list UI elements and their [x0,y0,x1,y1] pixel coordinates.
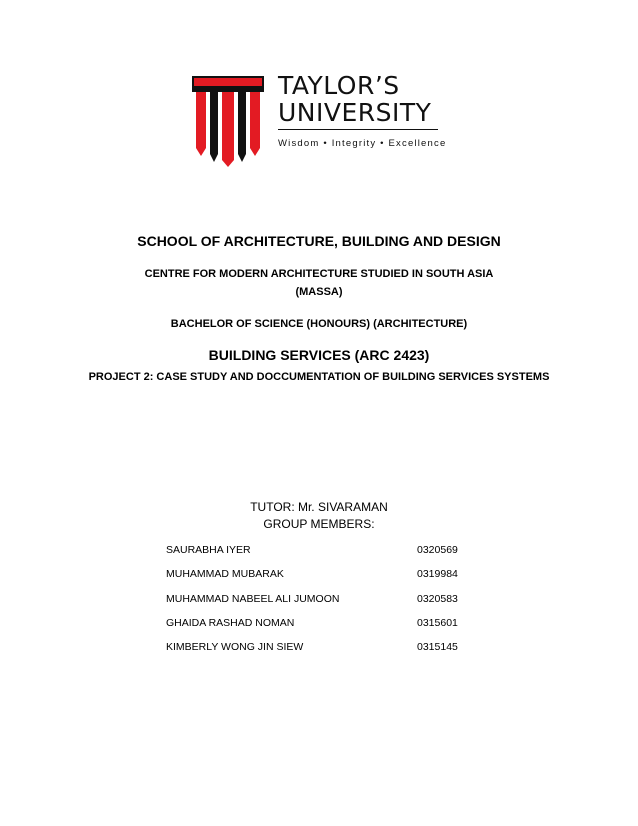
member-name: MUHAMMAD NABEEL ALI JUMOON [166,592,340,605]
member-name: KIMBERLY WONG JIN SIEW [166,641,304,654]
member-id: 0320583 [417,592,458,605]
group-members-label: GROUP MEMBERS: [263,517,375,531]
tutor-label: TUTOR: Mr. SIVARAMAN [250,500,388,514]
course-title: BUILDING SERVICES (ARC 2423) [208,347,430,363]
list-item [166,617,466,641]
member-id: 0315601 [417,616,458,629]
logo-line-1: TAYLOR’S [278,71,400,100]
logo-line-2: UNIVERSITY [278,98,432,127]
list-item [166,641,466,665]
member-id: 0315145 [417,641,458,654]
member-id: 0320569 [417,544,458,556]
member-name: SAURABHA IYER [166,544,251,556]
logo-divider [278,129,438,130]
centre-abbreviation: (MASSA) [295,286,343,298]
member-name: GHAIDA RASHAD NOMAN [166,616,295,629]
list-item [166,568,466,592]
school-title: SCHOOL OF ARCHITECTURE, BUILDING AND DESIGN [137,233,501,249]
university-crest-icon [192,76,264,167]
centre-title: CENTRE FOR MODERN ARCHITECTURE STUDIED IN SOUTH ASIA [144,268,494,280]
list-item [166,593,466,617]
logo-tagline: Wisdom • Integrity • Excellence [278,138,447,149]
member-id: 0319984 [417,568,458,581]
members-list [166,544,466,665]
project-title: PROJECT 2: CASE STUDY AND DOCCUMENTATION OF BUILDING SERVICES SYSTEMS [88,371,550,383]
list-item [166,544,466,568]
logo-wordmark [278,72,431,126]
member-name: MUHAMMAD MUBARAK [166,568,284,581]
degree-title: BACHELOR OF SCIENCE (HONOURS) (ARCHITECTURE) [170,318,468,330]
